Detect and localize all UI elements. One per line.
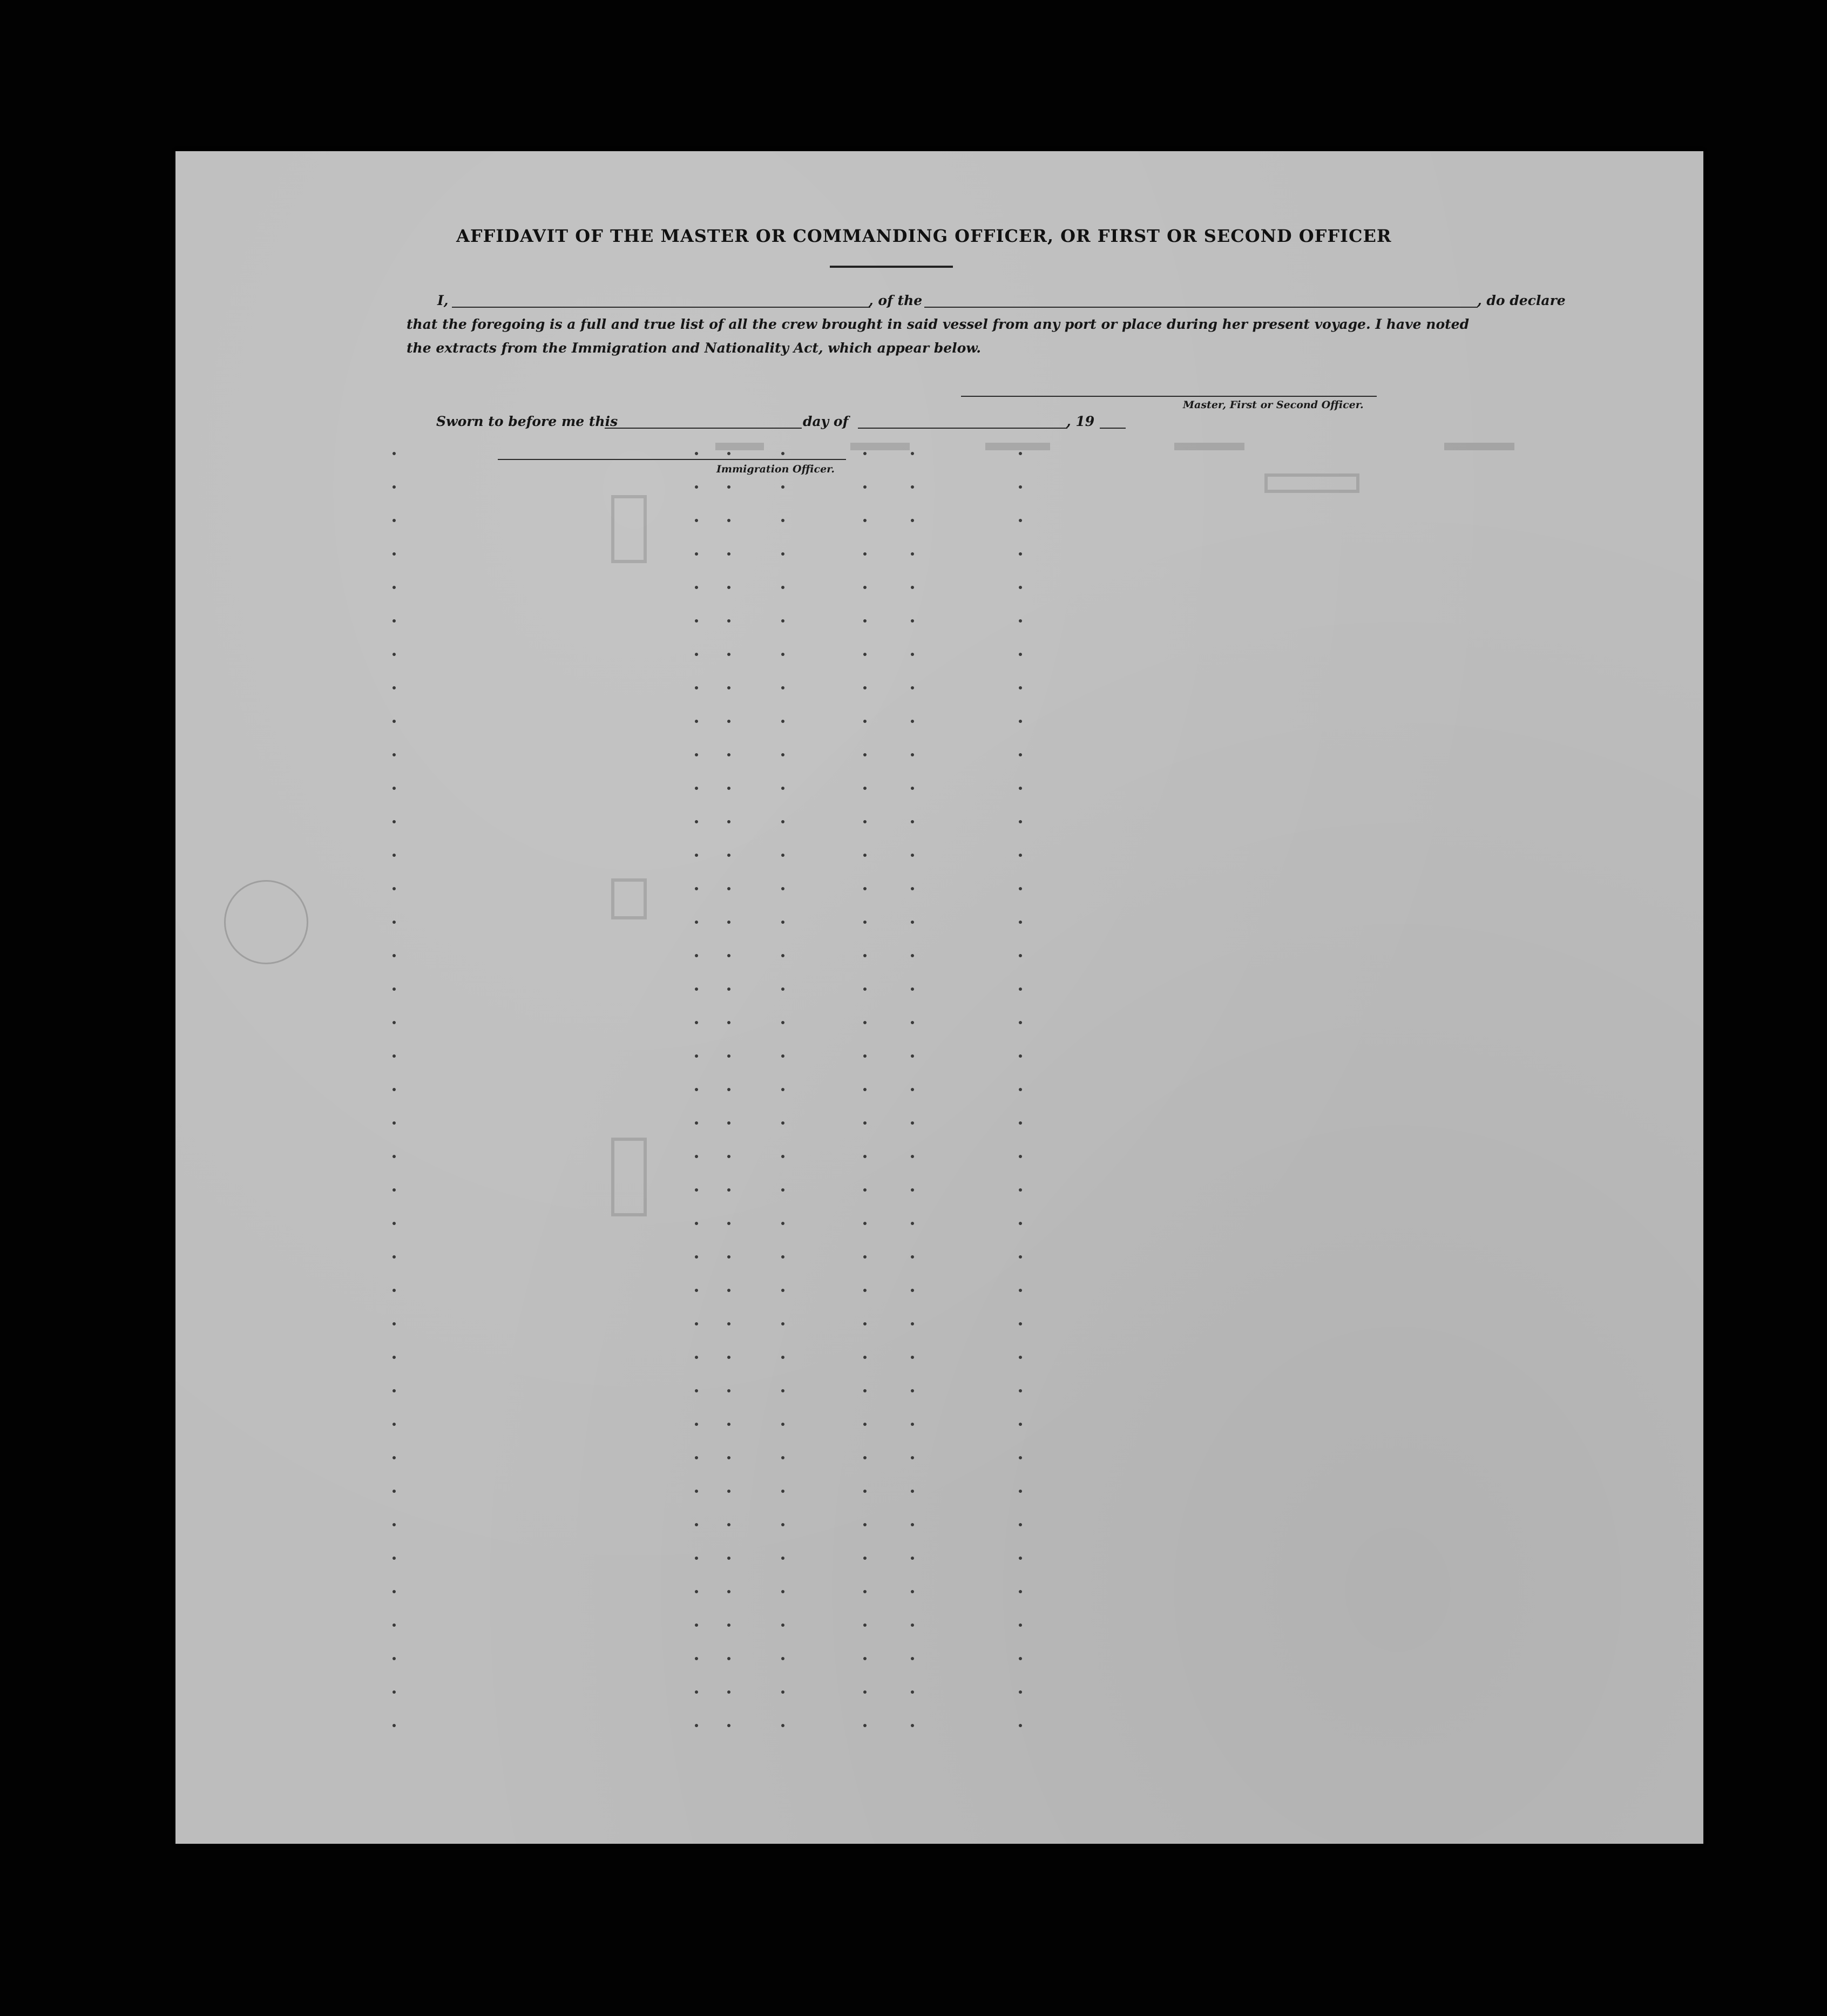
declaration-line-3: the extracts from the Immigration and Nationality Act, which appear below. bbox=[407, 340, 982, 356]
affidavit-heading: AFFIDAVIT OF THE MASTER OR COMMANDING OFFICER, OR FIRST OR SECOND OFFICER bbox=[456, 226, 1392, 246]
master-signature-field[interactable] bbox=[961, 396, 1377, 397]
declaration-do-declare: , do declare bbox=[1477, 293, 1566, 308]
sworn-prefix: Sworn to before me this bbox=[436, 414, 618, 429]
heading-underline bbox=[830, 266, 953, 268]
sworn-year-field[interactable] bbox=[1100, 428, 1126, 429]
immigration-officer-caption: Immigration Officer. bbox=[716, 463, 835, 475]
sworn-day-field[interactable] bbox=[605, 428, 802, 429]
sworn-day-of: day of bbox=[803, 414, 849, 429]
declaration-i-prefix: I, bbox=[437, 293, 449, 308]
declaration-of-the: , of the bbox=[869, 293, 923, 308]
immigration-officer-signature-field[interactable] bbox=[498, 459, 846, 460]
declaration-line-2: that the foregoing is a full and true list of all the crew brought in said vessel from any port or place during her present voyage. I have noted bbox=[407, 316, 1470, 332]
master-name-field[interactable] bbox=[452, 307, 870, 308]
sworn-year-prefix: , 19 bbox=[1066, 414, 1095, 429]
vessel-name-field[interactable] bbox=[924, 307, 1478, 308]
master-signature-caption: Master, First or Second Officer. bbox=[1183, 399, 1364, 411]
form-sheet bbox=[175, 151, 1703, 1844]
sworn-month-field[interactable] bbox=[858, 428, 1067, 429]
dotted-column-guides bbox=[175, 151, 1703, 1844]
